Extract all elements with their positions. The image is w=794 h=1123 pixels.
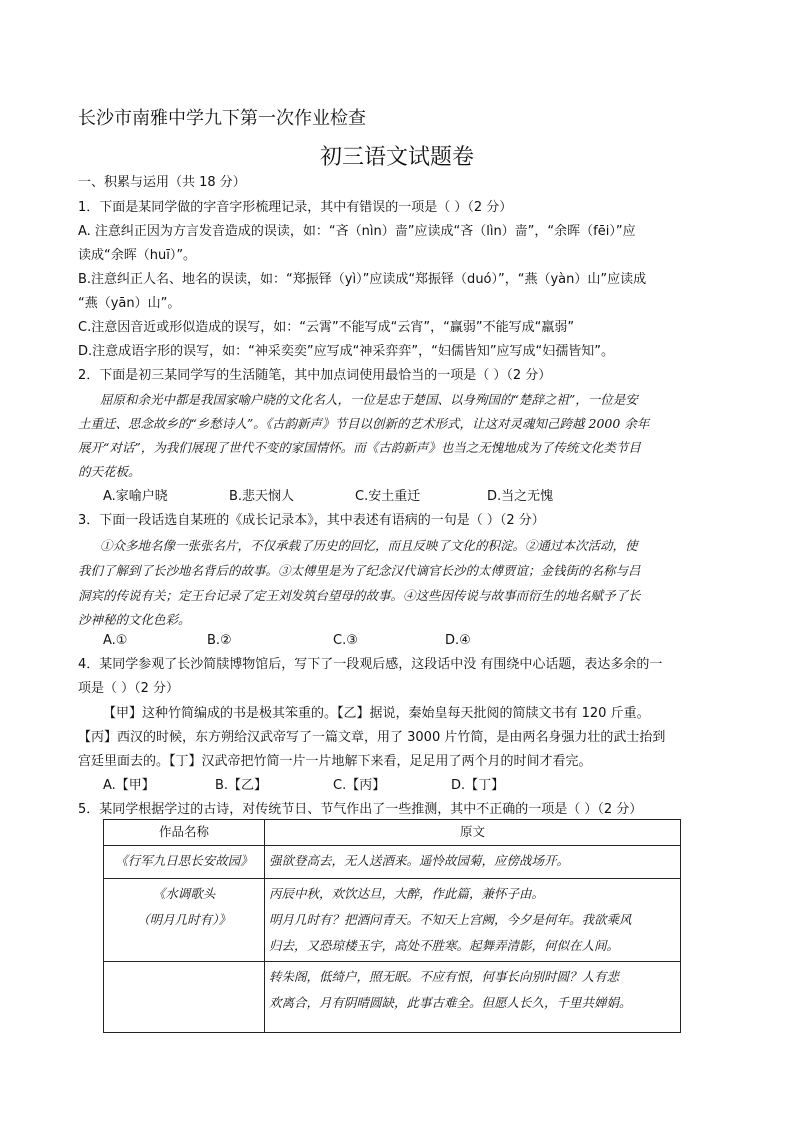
table-row [104,879,681,962]
q1-option-a-line2: 读成“余晖（huī）”。 [78,248,197,263]
poem-title-cell [104,879,265,962]
poem-text-line: 转朱阁，低绮户，照无眠。不应有恨，何事长向别时圆？人有悲 [269,969,620,984]
table-row [104,846,681,879]
column-header-text: 原文 [265,820,681,846]
column-header-title: 作品名称 [104,820,265,846]
q1-option-b-line1: B.注意纠正人名、地名的误读，如：“郑振铎（yì）”应读成“郑振铎（duó）”，“燕（yàn）山”应读成 [78,272,647,287]
poem-subtitle: （明月几时有）》 [137,912,231,927]
q2-option-a: A.家喻户晓 [103,489,168,504]
q2-passage-line1: 屈原和余光中都是我国家喻户晓的文化名人，一位是忠于楚国、以身殉国的“楚辞之祖”，一位是安 [100,392,638,407]
q3-stem: 3．下面一段话选自某班的《成长记录本》，其中表述有语病的一句是（ ）（2 分） [78,513,545,528]
q2-stem: 2．下面是初三某同学写的生活随笔，其中加点词使用最恰当的一项是（ ）（2 分） [78,368,552,383]
poem-text-cell [265,962,681,1033]
poem-text-cell [265,846,681,879]
q3-option-d: D.④ [445,633,471,648]
poem-title-cell [104,962,265,1033]
q1-option-c: C.注意因音近或形似造成的误写，如：“云霄”不能写成“云宵”，“赢弱”不能写成“羸弱” [78,320,575,335]
q4-option-c: C.【丙】 [333,778,386,793]
poem-title-cell [104,846,265,879]
q4-passage-line3: 宫廷里面去的。【丁】汉武帝把竹简一片一片地解下来看，足足用了两个月的时间才看完。 [78,754,592,769]
q1-option-a-line1: A. 注意纠正因为方言发音造成的误读，如：“吝（nìn）啬”应读成“吝（lìn）啬”，“余晖（fēi）”应 [78,224,636,239]
section-heading: 一、积累与运用（共 18 分） [78,175,246,190]
q3-passage-line3: 洞宾的传说有关；定王台记录了定王刘发筑台望母的故事。④这些因传说与故事而衍生的地名赋予了长 [78,588,641,603]
q4-stem-line1: 4．某同学参观了长沙简牍博物馆后，写下了一段观后感，这段话中没 有围绕中心话题，表达多余的一 [78,657,663,672]
q2-option-d: D.当之无愧 [487,489,554,504]
poem-text-cell [265,879,681,962]
q1-option-b-line2: “燕（yān）山”。 [78,296,181,311]
q2-passage-line2: 土重迁、思念故乡的“乡愁诗人”。《古韵新声》节目以创新的艺术形式，让这对灵魂知己跨越 2000 余年 [78,416,650,431]
q4-stem-line2: 项是（ ）（2 分） [78,681,180,696]
q3-passage-line4: 沙神秘的文化色彩。 [78,612,191,627]
table-header-row [104,820,681,846]
poem-text-line: 归去，又恐琼楼玉宇，高处不胜寒。起舞弄清影，何似在人间。 [269,938,620,953]
q5-stem: 5．某同学根据学过的古诗，对传统节日、节气作出了一些推测，其中不正确的一项是（ ）（2 分） [78,802,643,817]
q3-option-c: C.③ [333,633,358,648]
q1-stem: 1．下面是某同学做的字音字形梳理记录，其中有错误的一项是（ ）（2 分） [78,200,513,215]
poem-title: 《水调歌头 [152,886,216,901]
page-title: 初三语文试题卷 [319,145,474,170]
table-row [104,962,681,1033]
q4-option-a: A.【甲】 [103,778,155,793]
poem-text-line: 明月几时有？把酒问青天。不知天上宫阙，今夕是何年。我欲乘风 [269,912,632,927]
q3-passage-line1: ①众多地名像一张张名片，不仅承载了历史的回忆，而且反映了文化的积淀。②通过本次活动，使 [100,538,638,553]
q2-option-c: C.安土重迁 [355,489,421,504]
q1-option-d: D.注意成语字形的误写，如：“神采奕奕”应写成“神采弈弈”，“妇儒皆知”应写成“妇孺皆知”。 [78,344,615,359]
q4-option-b: B.【乙】 [215,778,268,793]
q2-passage-line3: 展开“对话”，为我们展现了世代不变的家国情怀。而《古韵新声》也当之无愧地成为了传统文化类节目 [78,440,641,455]
q4-passage-line1: 【甲】这种竹简编成的书是极其笨重的。【乙】据说，秦始皇每天批阅的简牍文书有 120 斤重。 [103,706,650,721]
q4-option-d: D.【丁】 [451,778,505,793]
poem-text-line: 欢离合，月有阴晴圆缺，此事古难全。但愿人长久，千里共婵娟。 [269,995,632,1010]
q3-option-b: B.② [207,633,232,648]
q2-passage-line4: 的天花板。 [78,464,141,479]
poem-text-line: 丙辰中秋，欢饮达旦，大醉，作此篇，兼怀子由。 [269,886,545,901]
poem-text-line: 强欲登高去，无人送酒来。遥怜故园菊，应傍战场开。 [269,853,570,868]
school-header: 长沙市南雅中学九下第一次作业检查 [78,108,366,129]
poem-table [103,819,681,1033]
q4-passage-line2: 【丙】西汉的时候，东方朔给汉武帝写了一篇文章，用了 3000 片竹简，是由两名身强力壮的武士抬到 [78,730,666,745]
q2-option-b: B.悲天悯人 [229,489,295,504]
q3-passage-line2: 我们了解到了长沙地名背后的故事。③太傅里是为了纪念汉代谪官长沙的太傅贾谊；金钱街的名称与吕 [78,563,641,578]
q3-option-a: A.① [103,633,128,648]
poem-title: 《行军九日思长安故园》 [115,853,253,868]
